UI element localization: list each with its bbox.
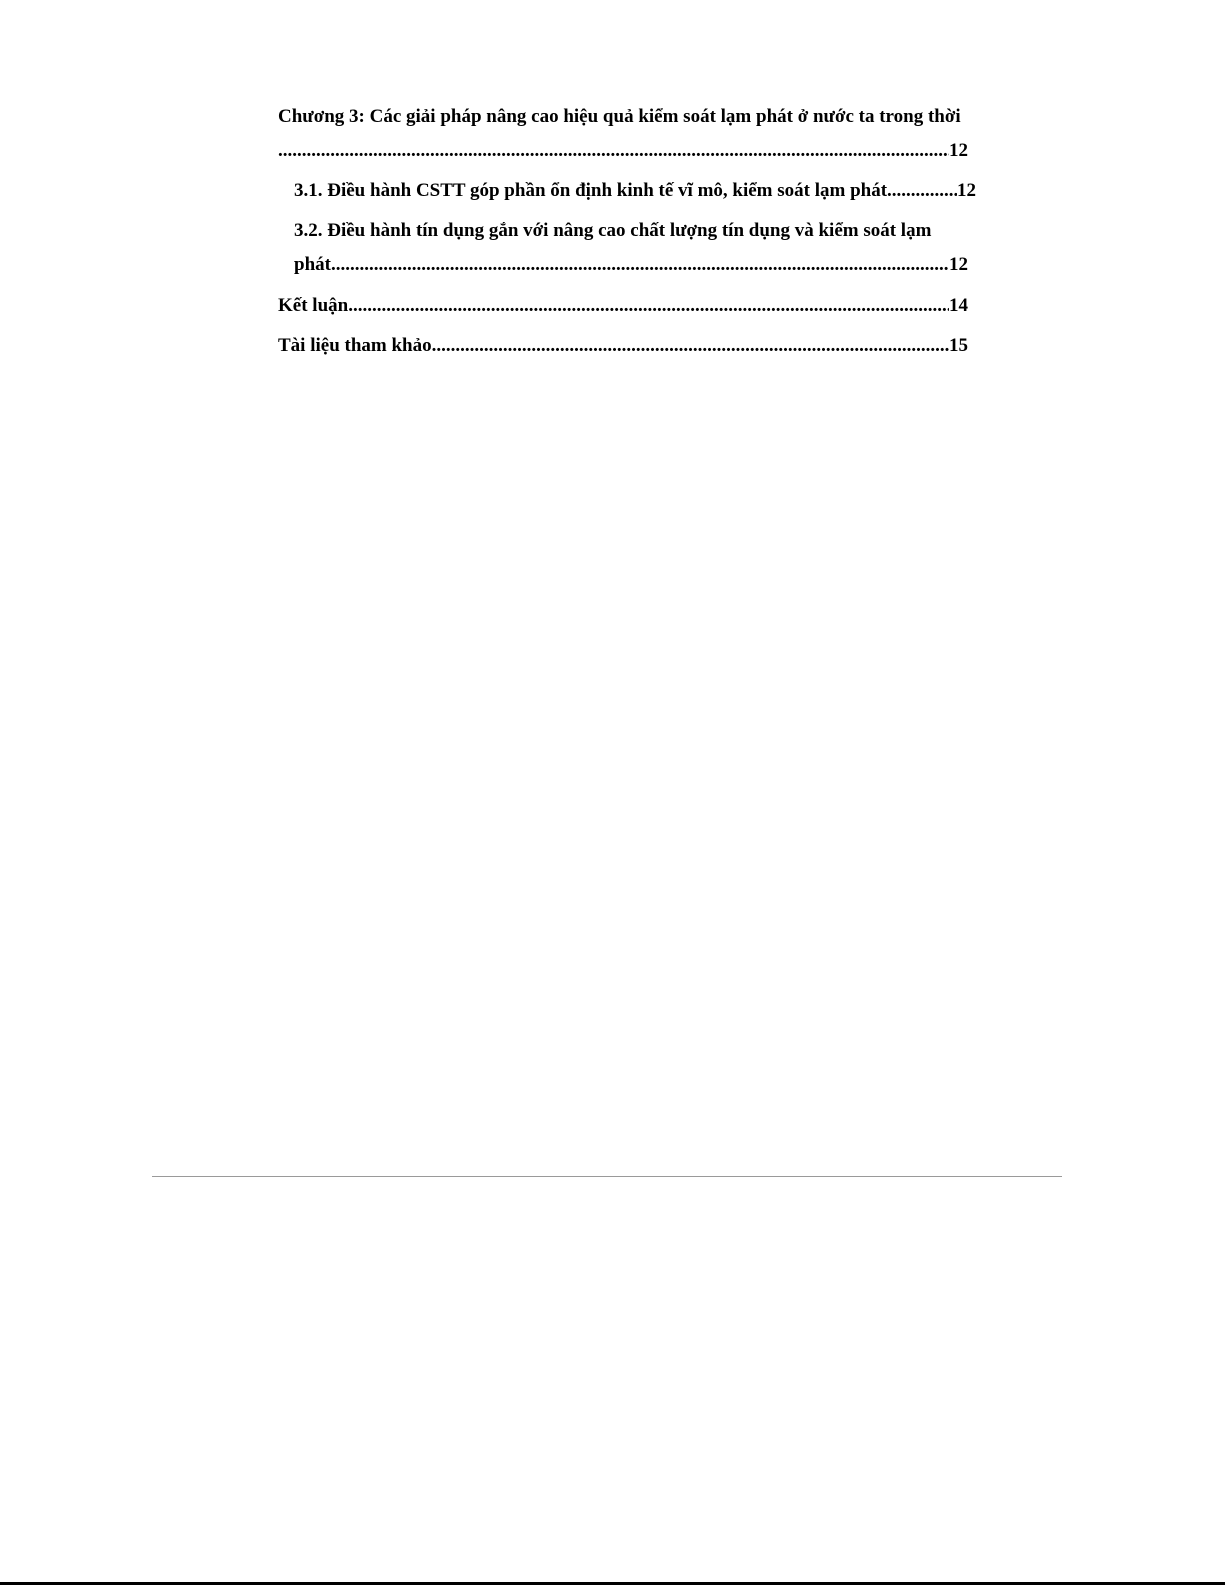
toc-entry-page: 14 <box>949 295 968 316</box>
toc-leader <box>278 134 949 168</box>
toc-entry-page: 12 <box>957 180 976 201</box>
page-separator <box>152 1176 1062 1177</box>
toc-entry-chapter-3-line1[interactable] <box>278 100 978 134</box>
toc-entry-page: 12 <box>949 254 968 275</box>
toc-entry-section-3-2-line2[interactable] <box>294 248 968 282</box>
toc-entry-title: Kết luận <box>278 295 349 316</box>
toc-entry-title: 3.1. Điều hành CSTT góp phần ổn định kinh tế vĩ mô, kiểm soát lạm phát <box>294 180 888 201</box>
toc-entry-page: 15 <box>949 335 968 356</box>
toc-entry-page: 12 <box>949 140 968 161</box>
toc-entry-title: Tài liệu tham khảo <box>278 335 432 356</box>
toc-leader <box>432 329 949 363</box>
toc-entry-title: phát <box>294 254 331 275</box>
toc-leader <box>331 248 949 282</box>
toc-leader <box>887 174 957 208</box>
toc-entry-chapter-3-line2[interactable] <box>278 134 968 168</box>
toc-entry-references[interactable] <box>278 329 968 363</box>
toc-entry-section-3-1[interactable] <box>294 174 976 208</box>
toc-leader <box>348 289 949 323</box>
toc-entry-conclusion[interactable] <box>278 289 968 323</box>
toc-entry-title: Chương 3: Các giải pháp nâng cao hiệu quả kiểm soát lạm phát ở nước ta trong thời <box>278 106 961 127</box>
toc-entry-section-3-2-line1[interactable] <box>294 214 974 248</box>
toc-entry-title: 3.2. Điều hành tín dụng gắn với nâng cao chất lượng tín dụng và kiểm soát lạm <box>294 220 932 241</box>
